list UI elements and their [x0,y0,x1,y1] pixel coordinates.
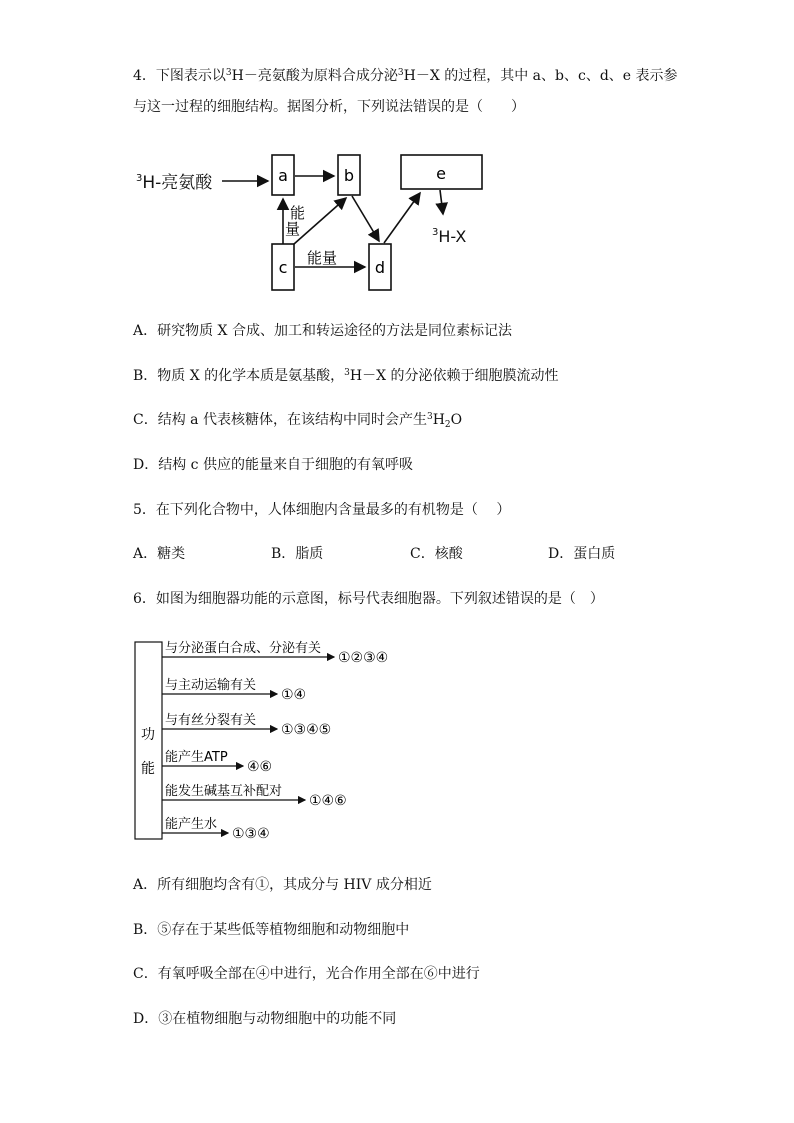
q6-option-a: A．所有细胞均含有①，其成分与 HIV 成分相近 [133,877,432,893]
q4-input-sup: 3 [136,173,143,184]
q4-input-text: H-亮氨酸 [142,173,213,193]
q6-row-label: 与有丝分裂有关 [165,713,257,728]
q6-row-targets: ①④⑥ [309,793,347,809]
q4-stem-part2: H－亮氨酸为原料合成分泌 [231,68,398,84]
q6-row-targets: ①②③④ [338,650,389,666]
q4-arrow-b-d [352,196,379,241]
q4-option-d: D．结构 c 供应的能量来自于细胞的有氧呼吸 [133,457,413,473]
q4-box-b-label: b [343,166,355,185]
q4-stem-sup1: 3 [225,68,232,78]
q4-output-sup: 3 [432,227,439,238]
q6-side-label-2: 能 [141,761,155,777]
q4-option-c-sup: 3 [426,412,433,422]
q4-option-b-pre: B．物质 X 的化学本质是氨基酸， [133,368,345,384]
q4-box-c-label: c [278,258,288,277]
q4-energy-horizontal: 能量 [307,249,338,267]
q6-row-label: 能发生碱基互补配对 [165,784,283,799]
q5-option-a: A．糖类 [133,546,186,562]
q4-stem-line2: 与这一过程的细胞结构。据图分析，下列说法错误的是（ ） [133,99,525,115]
q4-box-d-label: d [374,258,386,277]
q6-diagram [0,630,794,850]
q4-option-b [133,366,559,386]
q5-option-b: B．脂质 [271,546,324,562]
q6-row-targets: ①④ [281,687,307,703]
q6-side-label-1: 功 [141,727,155,743]
q5-option-c: C．核酸 [410,546,463,562]
q4-option-c-mid: H [432,412,445,428]
q5-option-d: D．蛋白质 [548,546,616,562]
q4-box-e-label: e [436,164,446,183]
q4-stem-part3: H－X 的过程，其中 a、b、c、d、e 表示参 [403,68,678,84]
q6-row-targets: ④⑥ [247,759,273,775]
q4-arrow-e-out [440,190,443,214]
q4-output-text: H-X [438,227,467,246]
q4-option-a: A．研究物质 X 合成、加工和转运途径的方法是同位素标记法 [133,323,512,339]
q4-input-label [136,173,213,193]
q4-stem-part1: 4．下图表示以 [133,68,226,84]
q4-option-b-sup: 3 [344,368,350,378]
q6-stem: 6．如图为细胞器功能的示意图，标号代表细胞器。下列叙述错误的是（ ） [133,591,604,607]
q4-option-c-post: O [450,412,463,428]
q4-option-c-pre: C．结构 a 代表核糖体，在该结构中同时会产生 [133,412,427,428]
q6-row-label: 能产生ATP [165,750,228,765]
q4-energy-vertical-2: 量 [285,220,301,238]
q6-option-b: B．⑤存在于某些低等植物细胞和动物细胞中 [133,922,410,938]
q4-output-label [432,227,466,246]
q4-box-a-label: a [278,166,288,185]
q4-stem-sup2: 3 [397,68,404,78]
q4-stem-line1 [133,66,678,86]
q6-row-label: 与主动运输有关 [165,678,257,693]
q4-option-c [133,410,462,430]
q5-stem: 5．在下列化合物中，人体细胞内含量最多的有机物是（ ） [133,502,511,518]
q6-row-label: 与分泌蛋白合成、分泌有关 [165,641,322,656]
q6-option-c: C．有氧呼吸全部在④中进行，光合作用全部在⑥中进行 [133,966,480,982]
q6-row-targets: ①③④⑤ [281,722,332,738]
q4-diagram [0,140,794,440]
q6-option-d: D．③在植物细胞与动物细胞中的功能不同 [133,1011,397,1027]
q6-row-targets: ①③④ [232,826,270,842]
q4-energy-vertical-1: 能 [290,204,306,222]
q4-option-b-post: H－X 的分泌依赖于细胞膜流动性 [349,368,559,384]
q6-row-label: 能产生水 [165,817,218,832]
q4-arrow-d-e [384,193,420,243]
q4-option-c-sub: 2 [444,420,451,430]
